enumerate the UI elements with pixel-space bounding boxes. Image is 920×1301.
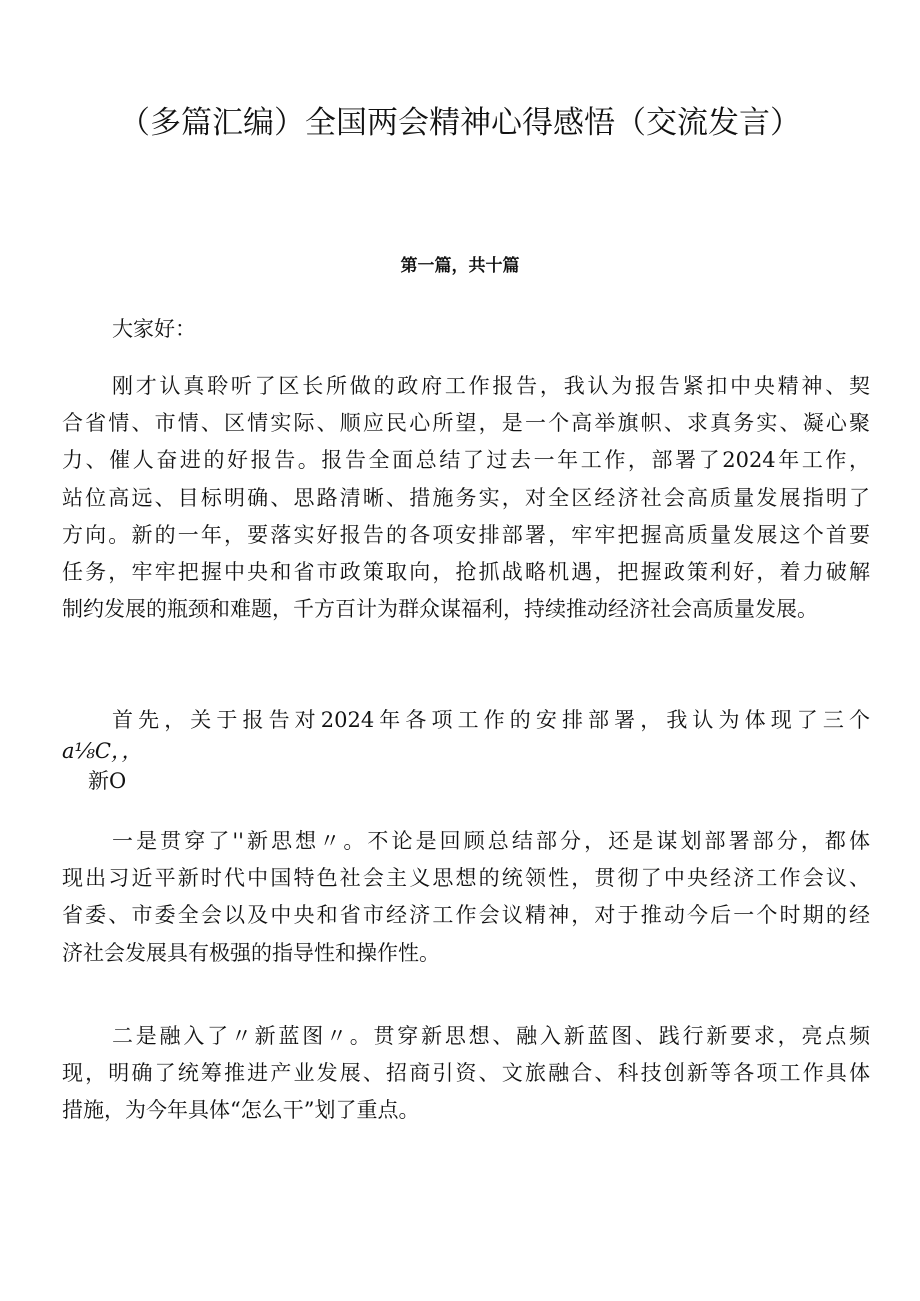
paragraph-line: 现出习近平新时代中国特色社会主义思想的统领性，贯彻了中央经济工作会议、 [62, 866, 870, 891]
paragraph-line: 合省情、市情、区情实际、顺应民心所望，是一个高举旗帜、求真务实、凝心聚 [62, 411, 870, 436]
paragraph-line: 力、催人奋进的好报告。报告全面总结了过去一年工作，部署了2024年工作， [62, 448, 870, 473]
paragraph-line: 措施，为今年具体“怎么干”划了重点。 [62, 1098, 420, 1123]
greeting: 大家好： [112, 317, 196, 341]
paragraph-line: 首先，关于报告对2024年各项工作的安排部署，我认为体现了三个 [112, 708, 870, 732]
garbled-text-fragment: a⅛C，， [62, 739, 143, 763]
paragraph-line: 二是融入了〃新蓝图〃。贯穿新思想、融入新蓝图、践行新要求，亮点频 [112, 1024, 870, 1048]
paragraph-line: 现，明确了统筹推进产业发展、招商引资、文旅融合、科技创新等各项工作具体 [62, 1061, 870, 1086]
document-title: （多篇汇编）全国两会精神心得感悟（交流发言） [119, 105, 801, 141]
paragraph-first-point [62, 702, 870, 739]
paragraph-intro [62, 368, 870, 628]
paragraph-line: 省委、市委全会以及中央和省市经济工作会议精神，对于推动今后一个时期的经 [62, 903, 870, 928]
paragraph-new-thought [62, 823, 870, 972]
paragraph-line: 任务，牢牢把握中央和省市政策取向，抢抓战略机遇，把握政策利好，着力破解 [62, 560, 870, 585]
paragraph-line: 一是贯穿了''新思想〃。不论是回顾总结部分，还是谋划部署部分，都体 [112, 829, 870, 853]
paragraph-line: 济社会发展具有极强的指导性和操作性。 [62, 940, 440, 965]
paragraph-line: 刚才认真聆听了区长所做的政府工作报告，我认为报告紧扣中央精神、契 [112, 374, 870, 398]
paragraph-line: 站位高远、目标明确、思路清晰、措施务实，对全区经济社会高质量发展指明了 [62, 485, 870, 510]
section-heading: 第一篇，共十篇 [400, 256, 520, 276]
paragraph-new-blueprint [62, 1018, 870, 1130]
paragraph-line: 制约发展的瓶颈和难题，千方百计为群众谋福利，持续推动经济社会高质量发展。 [62, 597, 818, 622]
garbled-text-fragment: 新O [88, 769, 127, 793]
paragraph-line: 方向。新的一年，要落实好报告的各项安排部署，牢牢把握高质量发展这个首要 [62, 522, 870, 547]
